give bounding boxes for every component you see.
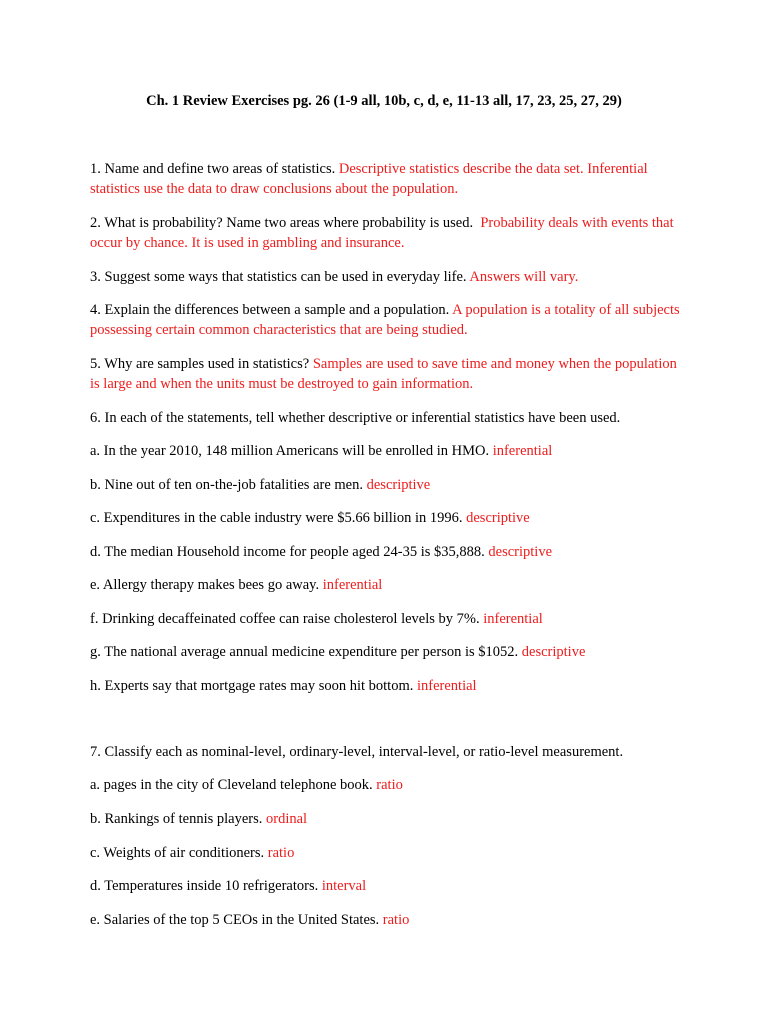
question-text: h. Experts say that mortgage rates may soon hit bottom. — [90, 678, 414, 694]
question-text: d. Temperatures inside 10 refrigerators. — [90, 878, 319, 894]
answer-text: ratio — [267, 845, 295, 861]
answer-text: descriptive — [466, 510, 530, 526]
question-text: 2. What is probability? Name two areas where probability is used. — [90, 215, 474, 231]
question-text: 6. In each of the statements, tell whether descriptive or inferential statistics have been used. — [90, 410, 621, 426]
answer-text: inferential — [322, 577, 383, 593]
answer-text: inferential — [417, 678, 477, 694]
sub-item-6h — [90, 676, 690, 696]
question-text: b. Nine out of ten on-the-job fatalities are men. — [90, 477, 363, 493]
sub-item-6d — [90, 542, 690, 562]
sub-item-6g — [90, 642, 730, 662]
question-text: 7. Classify each as nominal-level, ordinary-level, interval-level, or ratio-level measurement. — [90, 744, 624, 760]
question-text: 4. Explain the differences between a sample and a population. — [90, 302, 450, 318]
answer-text: Probability deals with events that occur by chance. It is used in gambling and insurance. — [90, 215, 674, 251]
sub-item-6f — [90, 609, 690, 629]
question-text: b. Rankings of tennis players. — [90, 811, 263, 827]
answer-text: Samples are used to save time and money when the population is large and when the units must be destroyed to gain information. — [90, 356, 677, 392]
question-text: a. In the year 2010, 148 million Americans will be enrolled in HMO. — [90, 443, 490, 459]
question-text: 1. Name and define two areas of statistics. — [90, 161, 336, 177]
question-text: c. Expenditures in the cable industry were $5.66 billion in 1996. — [90, 510, 463, 526]
question-item-1 — [90, 159, 690, 199]
sub-item-6a — [90, 441, 690, 461]
sub-item-7e — [90, 910, 690, 930]
question-text: c. Weights of air conditioners. — [90, 845, 265, 861]
question-text: 5. Why are samples used in statistics? — [90, 356, 310, 372]
answer-text: inferential — [492, 443, 553, 459]
sub-item-7a — [90, 775, 690, 795]
sub-item-6e — [90, 575, 690, 595]
answer-text: inferential — [483, 611, 543, 627]
sub-item-6b — [90, 475, 690, 495]
question-item-6 — [90, 408, 750, 428]
answer-text: Answers will vary. — [469, 269, 579, 285]
question-item-7 — [90, 742, 750, 762]
answer-text: A population is a totality of all subjects possessing certain common characteristics that are being studied. — [90, 302, 680, 338]
page-title: Ch. 1 Review Exercises pg. 26 (1-9 all, 10b, c, d, e, 11-13 all, 17, 23, 25, 27, 29) — [146, 93, 622, 109]
question-item-5 — [90, 354, 690, 394]
answer-text: ratio — [382, 912, 410, 928]
question-item-3 — [90, 267, 690, 287]
answer-text: interval — [321, 878, 367, 894]
question-item-2 — [90, 213, 690, 253]
question-text: g. The national average annual medicine expenditure per person is $1052. — [90, 644, 519, 660]
answer-text: ordinal — [266, 811, 308, 827]
question-text: d. The median Household income for people aged 24-35 is $35,888. — [90, 544, 485, 560]
sub-item-6c — [90, 508, 690, 528]
answer-text: Descriptive statistics describe the data set. Inferential statistics use the data to draw conclusions about the population. — [90, 161, 648, 197]
question-text: 3. Suggest some ways that statistics can be used in everyday life. — [90, 269, 467, 285]
question-text: e. Allergy therapy makes bees go away. — [90, 577, 320, 593]
answer-text: ratio — [376, 777, 403, 793]
question-text: f. Drinking decaffeinated coffee can raise cholesterol levels by 7%. — [90, 611, 480, 627]
sub-item-7b — [90, 809, 690, 829]
question-item-4 — [90, 300, 690, 340]
question-text: a. pages in the city of Cleveland telephone book. — [90, 777, 373, 793]
sub-item-7d — [90, 876, 690, 896]
sub-item-7c — [90, 843, 690, 863]
answer-text: descriptive — [521, 644, 586, 660]
question-text: e. Salaries of the top 5 CEOs in the United States. — [90, 912, 380, 928]
answer-text: descriptive — [488, 544, 553, 560]
answer-text: descriptive — [366, 477, 431, 493]
